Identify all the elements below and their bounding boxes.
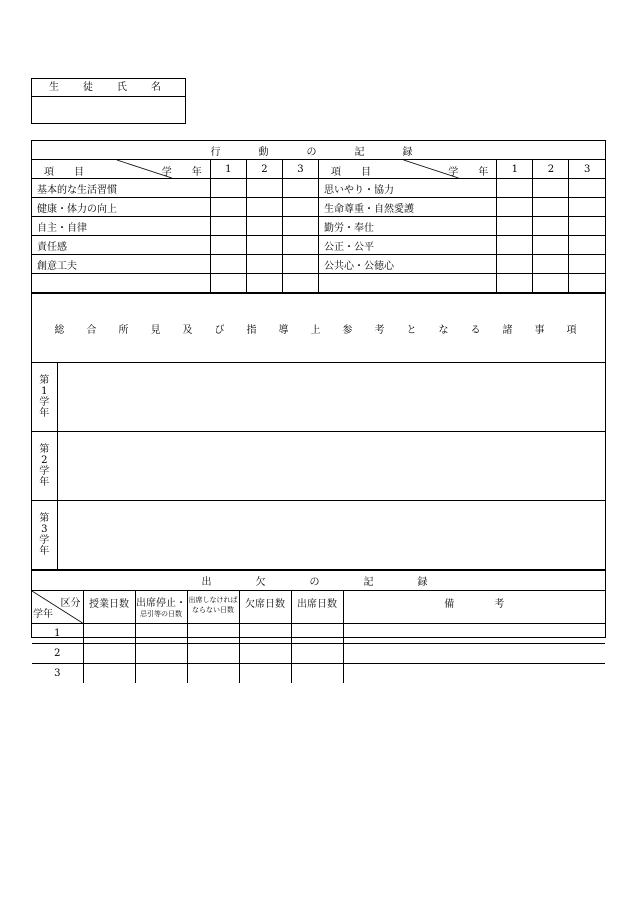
student-name-box xyxy=(31,78,186,124)
behavior-item: 生命尊重・自然愛護 xyxy=(318,198,496,217)
behavior-item: 自主・自律 xyxy=(32,217,210,236)
opinion-field-year-3[interactable] xyxy=(57,501,605,570)
check-cell[interactable] xyxy=(246,236,282,255)
att-cell[interactable] xyxy=(135,644,187,664)
record-form xyxy=(31,140,606,679)
year-col-3: 3 xyxy=(282,160,318,179)
check-cell[interactable] xyxy=(569,217,605,236)
check-cell[interactable] xyxy=(246,198,282,217)
check-cell[interactable] xyxy=(246,274,282,293)
behavior-item: 健康・体力の向上 xyxy=(32,198,210,217)
check-cell[interactable] xyxy=(497,236,533,255)
behavior-item: 勤労・奉仕 xyxy=(318,217,496,236)
check-cell[interactable] xyxy=(497,255,533,274)
att-cell[interactable] xyxy=(135,664,187,684)
check-cell[interactable] xyxy=(210,179,246,198)
att-cell[interactable] xyxy=(135,624,187,644)
check-cell[interactable] xyxy=(282,179,318,198)
att-remarks-cell[interactable] xyxy=(343,644,605,664)
check-cell[interactable] xyxy=(210,255,246,274)
year-col-2: 2 xyxy=(533,160,569,179)
opinion-table xyxy=(32,293,605,570)
attendance-corner xyxy=(32,591,83,624)
behavior-item: 公共心・公徳心 xyxy=(318,255,496,274)
opinion-field-year-2[interactable] xyxy=(57,432,605,501)
check-cell[interactable] xyxy=(282,198,318,217)
attendance-title: 出 欠 の 記 録 xyxy=(32,571,605,591)
att-cell[interactable] xyxy=(291,644,343,664)
att-cell[interactable] xyxy=(83,624,135,644)
check-cell[interactable] xyxy=(210,236,246,255)
opinion-year-label: 第3学年 xyxy=(32,501,57,570)
attendance-table xyxy=(32,570,605,683)
check-cell[interactable] xyxy=(282,236,318,255)
year-col-1: 1 xyxy=(497,160,533,179)
att-remarks-cell[interactable] xyxy=(343,664,605,684)
student-name-label: 生 徒 氏 名 xyxy=(32,79,185,97)
check-cell[interactable] xyxy=(210,274,246,293)
check-cell[interactable] xyxy=(497,198,533,217)
col-suspension-line1: 出席停止・ xyxy=(136,598,186,609)
col-required-line1: 出席しなければ xyxy=(188,596,238,604)
opinion-field-year-1[interactable] xyxy=(57,363,605,432)
check-cell[interactable] xyxy=(569,179,605,198)
item-header-right: 項 目 xyxy=(330,167,371,178)
corner-category: 区分 xyxy=(60,598,81,609)
col-required-days xyxy=(187,591,239,624)
opinion-year-label: 第2学年 xyxy=(32,432,57,501)
behavior-item: 基本的な生活習慣 xyxy=(32,179,210,198)
col-suspension-line2: 忌引等の日数 xyxy=(140,610,182,618)
check-cell[interactable] xyxy=(210,217,246,236)
check-cell[interactable] xyxy=(282,217,318,236)
check-cell[interactable] xyxy=(533,255,569,274)
col-class-days: 授業日数 xyxy=(83,591,135,624)
check-cell[interactable] xyxy=(569,198,605,217)
year-col-1: 1 xyxy=(210,160,246,179)
behavior-item: 思いやり・協力 xyxy=(318,179,496,198)
att-cell[interactable] xyxy=(187,624,239,644)
year-header-right: 学 年 xyxy=(448,167,489,178)
check-cell[interactable] xyxy=(569,236,605,255)
col-absence-days: 欠席日数 xyxy=(239,591,291,624)
behavior-item xyxy=(318,274,496,293)
opinion-year-label: 第1学年 xyxy=(32,363,57,432)
col-attendance-days: 出席日数 xyxy=(291,591,343,624)
attendance-year: 2 xyxy=(32,644,83,664)
behavior-item xyxy=(32,274,210,293)
check-cell[interactable] xyxy=(533,236,569,255)
behavior-item: 責任感 xyxy=(32,236,210,255)
check-cell[interactable] xyxy=(533,179,569,198)
check-cell[interactable] xyxy=(246,255,282,274)
check-cell[interactable] xyxy=(533,198,569,217)
att-remarks-cell[interactable] xyxy=(343,624,605,644)
att-cell[interactable] xyxy=(83,664,135,684)
check-cell[interactable] xyxy=(497,274,533,293)
student-name-field[interactable] xyxy=(32,97,185,124)
att-cell[interactable] xyxy=(239,624,291,644)
opinion-title: 総 合 所 見 及 び 指 導 上 参 考 と な る 諸 事 項 xyxy=(32,294,605,363)
check-cell[interactable] xyxy=(282,274,318,293)
col-suspension xyxy=(135,591,187,624)
attendance-year: 1 xyxy=(32,624,83,644)
check-cell[interactable] xyxy=(569,255,605,274)
att-cell[interactable] xyxy=(239,644,291,664)
behavior-title: 行 動 の 記 録 xyxy=(32,141,605,160)
behavior-table xyxy=(32,141,605,293)
col-remarks: 備 考 xyxy=(343,591,605,624)
year-header-left: 学 年 xyxy=(161,167,202,178)
check-cell[interactable] xyxy=(246,217,282,236)
behavior-header-left xyxy=(32,160,210,179)
check-cell[interactable] xyxy=(497,179,533,198)
check-cell[interactable] xyxy=(533,217,569,236)
check-cell[interactable] xyxy=(533,274,569,293)
behavior-item: 創意工夫 xyxy=(32,255,210,274)
col-required-line2: ならない日数 xyxy=(192,606,234,614)
item-header-left: 項 目 xyxy=(44,167,84,178)
att-cell[interactable] xyxy=(291,624,343,644)
att-cell[interactable] xyxy=(187,664,239,684)
check-cell[interactable] xyxy=(210,198,246,217)
year-col-2: 2 xyxy=(246,160,282,179)
att-cell[interactable] xyxy=(83,644,135,664)
att-cell[interactable] xyxy=(239,664,291,684)
behavior-header-right xyxy=(318,160,496,179)
check-cell[interactable] xyxy=(282,255,318,274)
check-cell[interactable] xyxy=(569,274,605,293)
attendance-year: 3 xyxy=(32,664,83,684)
check-cell[interactable] xyxy=(497,217,533,236)
corner-year: 学年 xyxy=(33,609,53,620)
att-cell[interactable] xyxy=(187,644,239,664)
check-cell[interactable] xyxy=(246,179,282,198)
att-cell[interactable] xyxy=(291,664,343,684)
year-col-3: 3 xyxy=(569,160,605,179)
behavior-item: 公正・公平 xyxy=(318,236,496,255)
